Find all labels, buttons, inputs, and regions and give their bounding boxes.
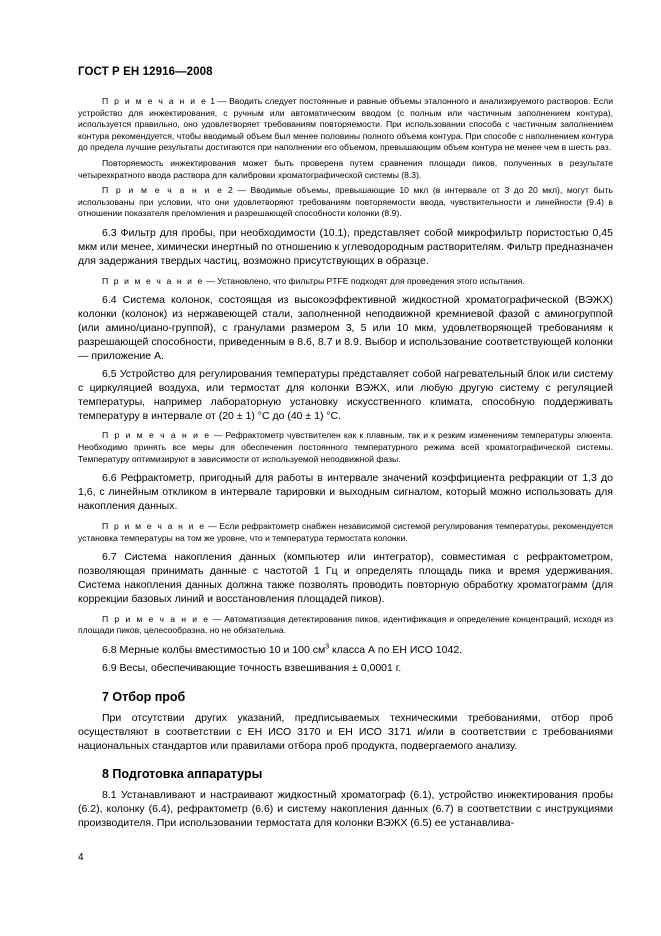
- note-lead: П р и м е ч а н и е: [102, 613, 210, 624]
- note-lead: П р и м е ч а н и е: [102, 520, 206, 531]
- paragraph-6-4: 6.4 Система колонок, состоящая из высокоэффективной жидкостной хроматографической (ВЭЖХ) колонки (колонок) из нержавеющей стали, заполненной неподвижной кремниевой фазой с аминогруппой (или амино/циано-группой), с гранулами размером 3, 5 или 10 мкм, удовлетворяющей требованиям к разрешающей способности, приведенным в 8.6, 8.7 и 8.9. Выбор и использование соответствующей колонки — приложение А.: [78, 294, 613, 362]
- standard-header: ГОСТ Р ЕН 12916—2008: [78, 66, 213, 78]
- note-text: 2 — Вводимые объемы, превышающие 10 мкл (в интервале от 3 до 20 мкл), могут быть использованы при условии, что они удовлетворяют требованиям повторяемости ввода, чувствительности и линейности (9.4) в отношении показателя преломления и разрешающей способности колонки (8.9).: [78, 185, 613, 219]
- superscript: 3: [325, 643, 330, 651]
- paragraph-6-3: 6.3 Фильтр для пробы, при необходимости (10.1), представляет собой микрофильтр пористостью 0,45 мкм или менее, химически инертный по отношению к углеводородным растворителям. Фильтр предназначен для задержания твердых частиц, возможно присутствующих в образце.: [78, 226, 614, 267]
- note-text: — Автоматизация детектирования пиков, идентификация и определение концентраций, исходя из площади пиков, целесообразна, но не обязательна.: [78, 613, 614, 636]
- paragraph-6-8: [78, 644, 613, 658]
- paragraph-6-6: 6.6 Рефрактометр, пригодный для работы в интервале значений коэффициента рефракции от 1,3 до 1,6, с линейным откликом в интервале тарировки и выходным сигналом, который можно использовать для накопления данных.: [78, 472, 613, 512]
- note-lead: П р и м е ч а н и е: [102, 96, 208, 106]
- note-lead: П р и м е ч а н и е: [102, 430, 211, 441]
- note-text: — Установлено, что фильтры PTFE подходят для проведения этого испытания.: [203, 275, 525, 286]
- paragraph-6-5: 6.5 Устройство для регулирования температуры представляет собой нагревательный блок или систему с циркуляцией воздуха, или термостат для колонки ВЭЖХ, или любую другую систему с регуляцией температуры, например лабораторную установку искусственного климата, способную поддерживать температуру в интервале от (20 ± 1) °С до (40 ± 1) °С.: [78, 367, 613, 422]
- note-5: [78, 521, 613, 544]
- paragraph-8-1: 8.1 Устанавливают и настраивают жидкостный хроматограф (6.1), устройство инжектирования пробы (6.2), колонку (6.4), рефрактометр (6.6) и систему накопления данных (6.7) в соответствии с инструкциями производителя. При использовании термостата для колонки ВЭЖХ (6.5) ее устанавлива-: [78, 789, 613, 830]
- note-lead: П р и м е ч а н и е: [102, 275, 204, 286]
- section-7-heading: 7 Отбор проб: [102, 689, 186, 704]
- note-text: — Рефрактометр чувствителен как к плавным, так и к резким изменениям температуры элюента. Необходимо принять все меры для обеспечения постоянного температурного режима всей хроматографической системы. Температуру оптимизируют в зависимости от используемой неподвижной фазы.: [78, 430, 614, 464]
- section-8-heading: 8 Подготовка аппаратуры: [102, 767, 263, 782]
- note-text: — Если рефрактометр снабжен независимой системой регулирования температуры, рекомендуется установка температуры на том же уровне, что и температура термостата колонки.: [78, 520, 613, 543]
- note-lead: П р и м е ч а н и е: [102, 185, 224, 196]
- note-1-continuation: Повторяемость инжектирования может быть проверена путем сравнения площади пиков, полученных в результате четырехкратного ввода раствора для калибровки хроматографической системы (8.3).: [78, 157, 613, 180]
- paragraph-6-8-tail: класса А по ЕН ИСО 1042.: [329, 643, 463, 656]
- paragraph-6-7: 6.7 Система накопления данных (компьютер или интегратор), совместимая с рефрактометром, позволяющая принимать данные с частотой 1 Гц и определять площадь пика и время удерживания. Система накопления данных должна также позволять проводить повторную обработку хроматограмм (для коррекции базовых линий и восстановления площадей пиков).: [78, 551, 613, 605]
- note-3: [78, 276, 613, 288]
- note-6: [78, 614, 613, 637]
- paragraph-6-9: 6.9 Весы, обеспечивающие точность взвешивания ± 0,0001 г.: [102, 661, 402, 674]
- paragraph-6-8-text: 6.8 Мерные колбы вместимостью 10 и 100 см: [102, 643, 326, 656]
- page-content: [78, 96, 613, 831]
- page-number: 4: [78, 852, 84, 863]
- note-1: [78, 96, 613, 154]
- note-text: 1 — Вводить следует постоянные и равные объемы эталонного и анализируемого растворов. Если устройство для инжектирования, с ручным или автоматическим вводом (с полным или частичным заполнением контура), используется правильно, оно удовлетворяет требованиям повторяемости. При использовании способа с частичным заполнением контура рекомендуется, чтобы вводимый объем был менее половины полного объема контура. При способе с наполнением контура до предела лучшие результаты достигаются при наполнении его объемом, превышающим объем контура не менее чем в шесть раз.: [78, 96, 613, 153]
- paragraph-7: При отсутствии других указаний, предписываемых техническими требованиями, отбор проб осуществляют в соответствии с ЕН ИСО 3170 и ЕН ИСО 3171 и/или в соответствии с требованиями национальных стандартов или правилами отбора проб продукта, подвергаемого анализу.: [78, 711, 613, 752]
- note-4: [78, 430, 613, 465]
- note-2: [78, 185, 613, 220]
